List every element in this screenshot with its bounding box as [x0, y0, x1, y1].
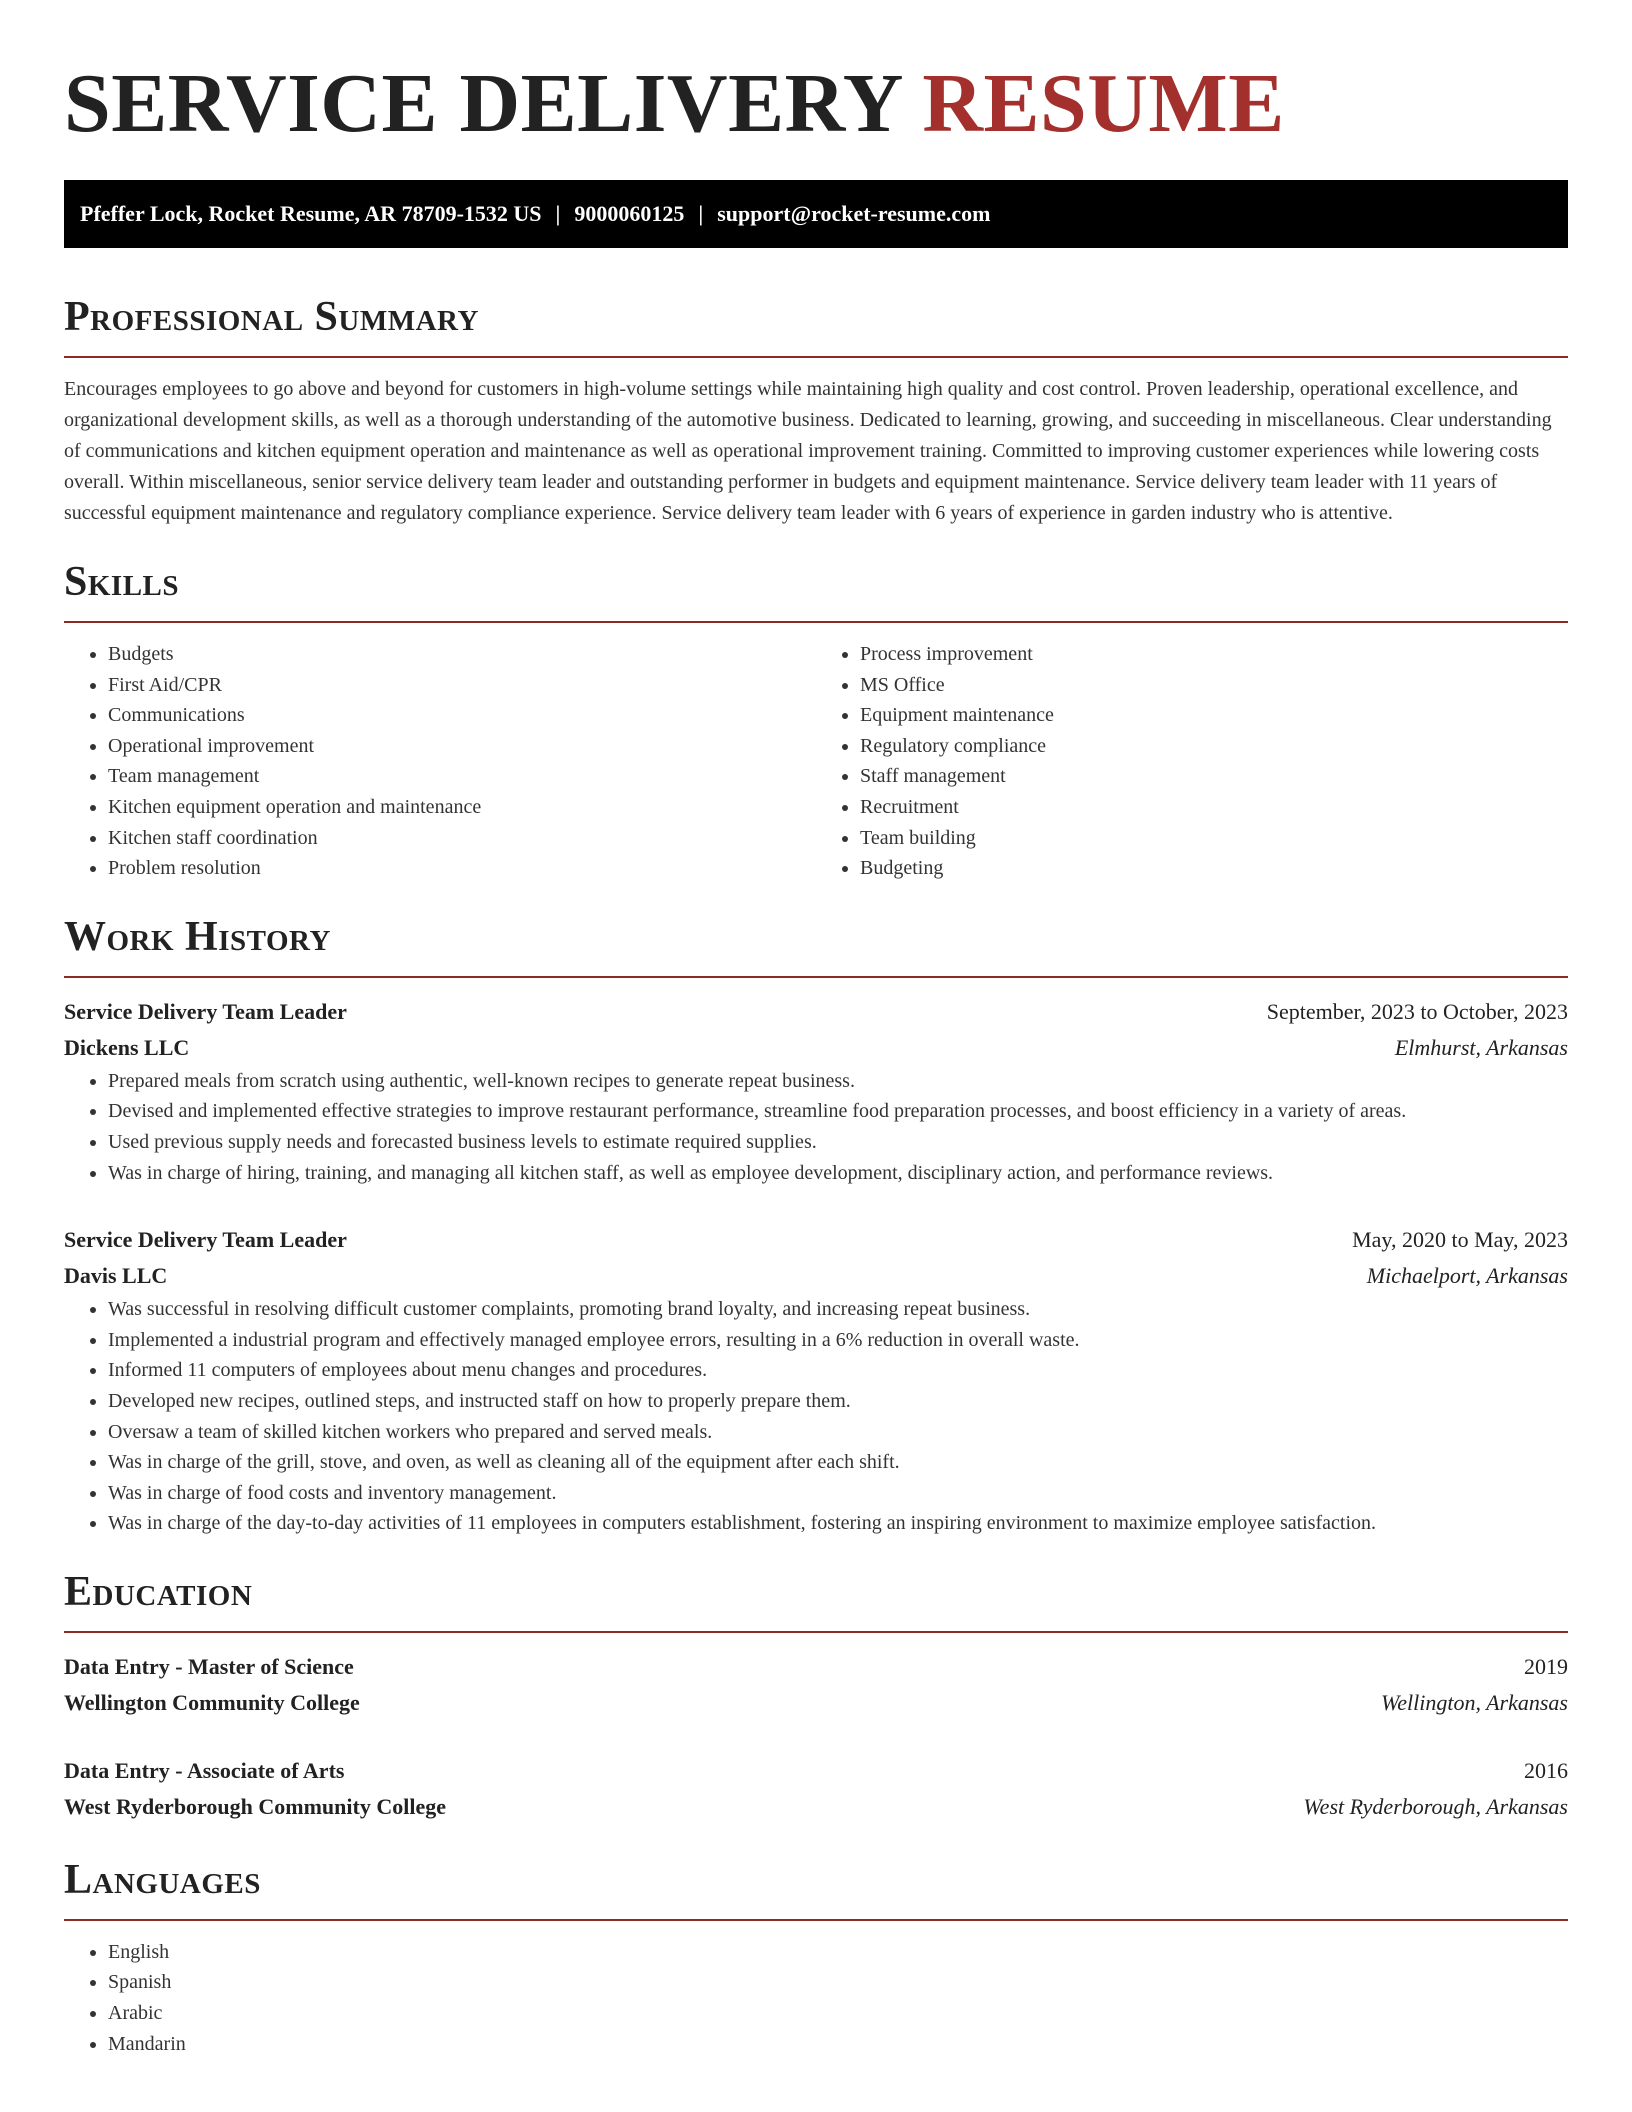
summary-text: Encourages employees to go above and beyond for customers in high-volume settings while maintaining high quality and cost control. Proven leadership, operational excellence, and organizational development skills, as well as a thorough understanding of the automotive business. Dedicated to learning, growing, and succeeding in miscellaneous. Clear understanding of communications and kitchen equipment operation and maintenance as well as operational improvement training. Committed to improving customer experiences while lowering costs overall. Within miscellaneous, senior service delivery team leader and outstanding performer in budgets and equipment maintenance. Service delivery team leader with 11 years of successful equipment maintenance and regulatory compliance experience. Service delivery team leader with 6 years of experience in garden industry who is attentive.: [64, 378, 1552, 524]
section-divider: [64, 356, 1568, 358]
work-history-heading: Work History: [64, 913, 331, 960]
skill-item: • Operational improvement: [108, 731, 816, 762]
skill-item: • Staff management: [860, 761, 1568, 792]
language-item: • English: [108, 1937, 1568, 1968]
skills-section: [64, 557, 1568, 884]
education-location: Wellington, Arkansas: [1380, 1689, 1568, 1715]
skill-item: • MS Office: [860, 670, 1568, 701]
section-divider: [64, 976, 1568, 978]
education-degree: Data Entry - Associate of Arts: [64, 1757, 345, 1783]
job-duty: • Was in charge of the grill, stove, and oven, as well as cleaning all of the equipment after each shift.: [108, 1447, 1568, 1478]
job-company-row: [64, 1258, 1568, 1294]
language-item: • Mandarin: [108, 2029, 1568, 2060]
skill-item: • Communications: [108, 700, 816, 731]
languages-heading: Languages: [64, 1856, 261, 1903]
resume-title: [64, 0, 1568, 152]
contact-bar: [64, 180, 1568, 248]
job-duty: • Was in charge of food costs and inventory management.: [108, 1478, 1568, 1509]
skills-list-right: [816, 639, 1568, 884]
skills-heading: Skills: [64, 559, 180, 605]
languages-list: [64, 1937, 1568, 2059]
education-school: West Ryderborough Community College: [64, 1793, 446, 1819]
job-title: Service Delivery Team Leader: [64, 998, 347, 1024]
job-duty: • Implemented a industrial program and effectively managed employee errors, resulting in a 6% reduction in overall waste.: [108, 1325, 1568, 1356]
job-duty: • Was in charge of hiring, training, and managing all kitchen staff, as well as employee development, disciplinary action, and performance reviews.: [108, 1158, 1568, 1189]
skills-list-left: [64, 639, 816, 884]
languages-section: [64, 1855, 1568, 2059]
job-title: Service Delivery Team Leader: [64, 1227, 347, 1253]
education-degree: Data Entry - Master of Science: [64, 1653, 354, 1679]
skill-item: • Problem resolution: [108, 853, 816, 884]
education-entry: [64, 1753, 1568, 1825]
education-heading: Education: [64, 1568, 253, 1615]
education-location: West Ryderborough, Arkansas: [1303, 1793, 1568, 1819]
job-dates: May, 2020 to May, 2023: [1352, 1227, 1568, 1253]
skill-item: • Equipment maintenance: [860, 700, 1568, 731]
contact-separator: |: [555, 201, 561, 226]
job-duty: • Was in charge of the day-to-day activities of 11 employees in computers establishment, fostering an inspiring environment to maximize employee satisfaction.: [108, 1508, 1568, 1539]
job-duties-list: [64, 1294, 1568, 1539]
education-degree-row: [64, 1753, 1568, 1789]
job-entry: [64, 1222, 1568, 1539]
contact-address: Pfeffer Lock, Rocket Resume, AR 78709-1532 US: [80, 201, 542, 226]
education-school-row: [64, 1789, 1568, 1825]
job-duty: • Prepared meals from scratch using authentic, well-known recipes to generate repeat business.: [108, 1066, 1568, 1097]
section-divider: [64, 1919, 1568, 1921]
language-item: • Arabic: [108, 1998, 1568, 2029]
resume-page: [64, 0, 1568, 2059]
education-section: [64, 1567, 1568, 1825]
skill-item: • Team building: [860, 823, 1568, 854]
job-location: Michaelport, Arkansas: [1366, 1263, 1568, 1289]
job-location: Elmhurst, Arkansas: [1394, 1034, 1568, 1060]
job-header-row: [64, 994, 1568, 1030]
job-header-row: [64, 1222, 1568, 1258]
education-school-row: [64, 1685, 1568, 1721]
section-divider: [64, 1631, 1568, 1633]
section-divider: [64, 621, 1568, 623]
education-school: Wellington Community College: [64, 1689, 360, 1715]
skill-item: • Regulatory compliance: [860, 731, 1568, 762]
language-item: • Spanish: [108, 1967, 1568, 1998]
education-year: 2016: [1524, 1757, 1568, 1783]
skill-item: • Kitchen staff coordination: [108, 823, 816, 854]
job-duty: • Was successful in resolving difficult customer complaints, promoting brand loyalty, and increasing repeat business.: [108, 1294, 1568, 1325]
job-duty: • Used previous supply needs and forecasted business levels to estimate required supplies.: [108, 1127, 1568, 1158]
work-history-section: [64, 912, 1568, 1539]
job-duty: • Developed new recipes, outlined steps, and instructed staff on how to properly prepare them.: [108, 1386, 1568, 1417]
skill-item: • Kitchen equipment operation and maintenance: [108, 792, 816, 823]
job-dates: September, 2023 to October, 2023: [1266, 998, 1568, 1024]
job-duty: • Oversaw a team of skilled kitchen workers who prepared and served meals.: [108, 1417, 1568, 1448]
skill-item: • Recruitment: [860, 792, 1568, 823]
job-duty: • Devised and implemented effective strategies to improve restaurant performance, streamline food preparation processes, and boost efficiency in a variety of areas.: [108, 1096, 1568, 1127]
skill-item: • Budgeting: [860, 853, 1568, 884]
skills-columns: [64, 639, 1568, 884]
job-company: Davis LLC: [64, 1263, 168, 1289]
job-entry: [64, 994, 1568, 1188]
job-company: Dickens LLC: [64, 1034, 190, 1060]
job-duty: • Informed 11 computers of employees about menu changes and procedures.: [108, 1355, 1568, 1386]
title-main: SERVICE DELIVERY: [64, 57, 901, 150]
skill-item: • Team management: [108, 761, 816, 792]
skill-item: • Process improvement: [860, 639, 1568, 670]
contact-phone[interactable]: 9000060125: [574, 201, 685, 226]
education-year: 2019: [1524, 1653, 1568, 1679]
skill-item: • First Aid/CPR: [108, 670, 816, 701]
contact-email[interactable]: support@rocket-resume.com: [717, 201, 991, 226]
job-duties-list: [64, 1066, 1568, 1188]
skill-item: • Budgets: [108, 639, 816, 670]
job-company-row: [64, 1030, 1568, 1066]
education-degree-row: [64, 1649, 1568, 1685]
title-accent: RESUME: [922, 57, 1285, 150]
summary-heading: Professional Summary: [64, 294, 479, 340]
contact-separator: |: [698, 201, 704, 226]
summary-section: [64, 292, 1568, 529]
education-entry: [64, 1649, 1568, 1721]
